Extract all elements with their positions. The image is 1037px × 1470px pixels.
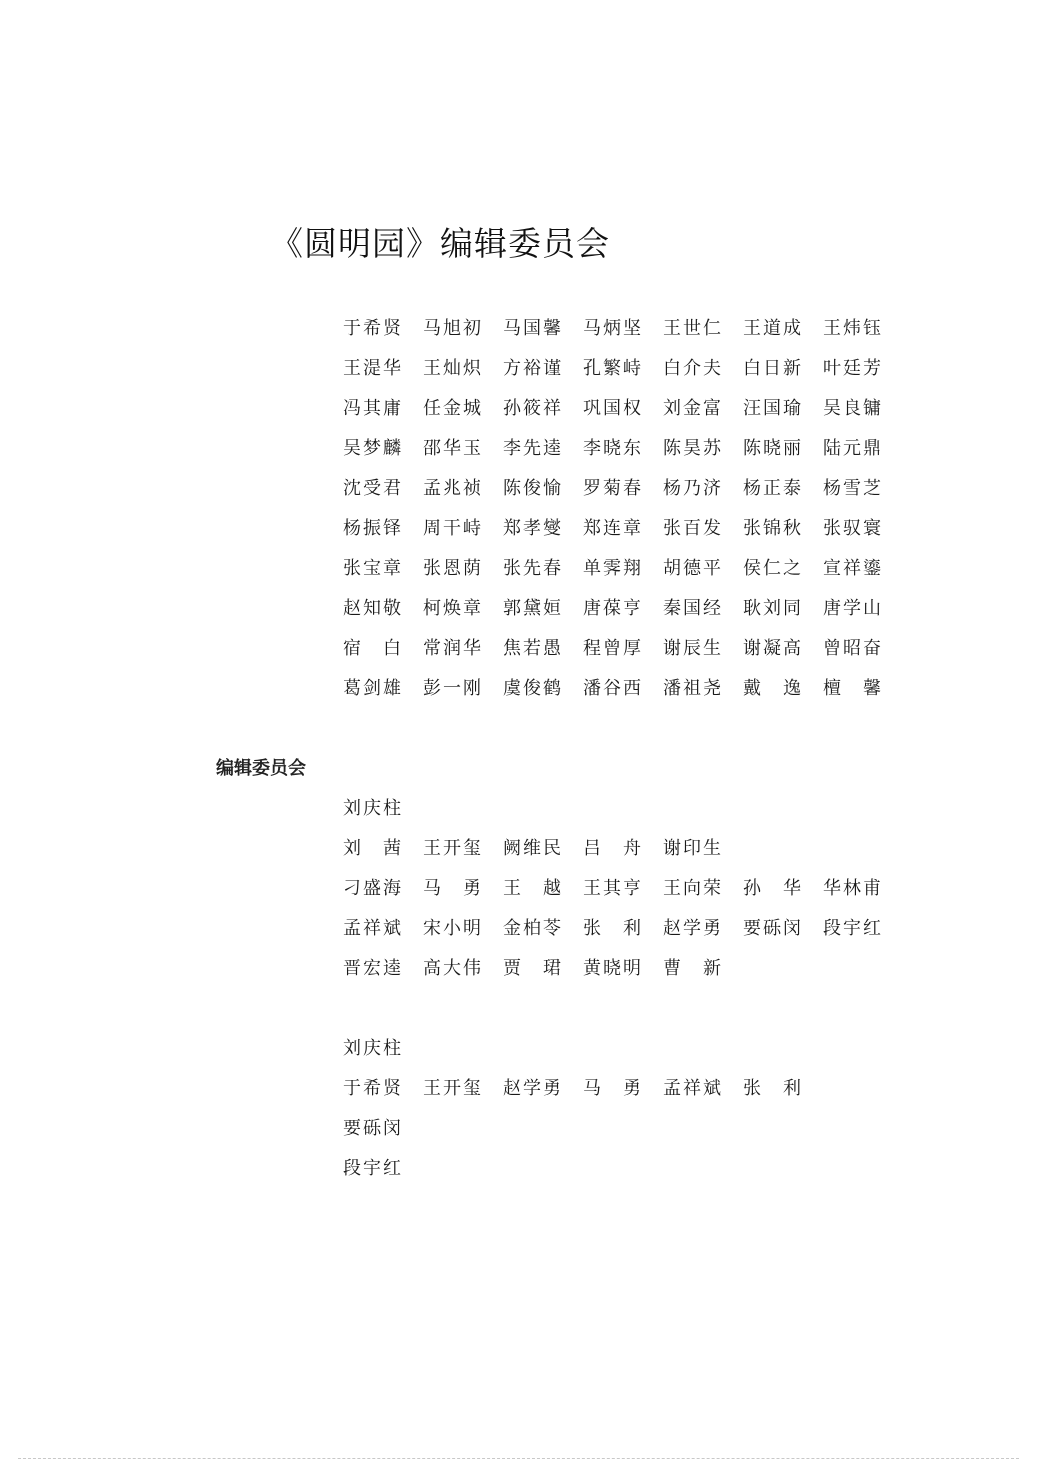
person-name: 王道成	[743, 318, 803, 339]
person-name: 刘金富	[663, 398, 723, 419]
person-name: 任金城	[423, 398, 483, 419]
person-name: 曾昭奋	[823, 638, 883, 659]
person-name: 刘庆柱	[343, 798, 403, 819]
person-name: 于希贤	[343, 318, 403, 339]
person-name: 马 勇	[423, 878, 481, 899]
person-name: 汪国瑜	[743, 398, 803, 419]
person-name: 唐学山	[823, 598, 883, 619]
page-title: 《圆明园》编辑委员会	[270, 224, 610, 263]
person-name: 王向荣	[663, 878, 723, 899]
person-name: 要砾闵	[743, 918, 803, 939]
person-name: 郭黛姮	[503, 598, 563, 619]
person-name: 李晓东	[583, 438, 643, 459]
person-name: 谢辰生	[663, 638, 723, 659]
person-name: 谢凝高	[743, 638, 803, 659]
person-name: 刘庆柱	[343, 1038, 403, 1059]
person-name: 孟祥斌	[663, 1078, 723, 1099]
person-name: 杨乃济	[663, 478, 723, 499]
person-name: 阙维民	[503, 838, 563, 859]
person-name: 程曾厚	[583, 638, 643, 659]
person-name: 张驭寰	[823, 518, 883, 539]
person-name: 张宝章	[343, 558, 403, 579]
person-name: 白介夫	[663, 358, 723, 379]
person-name: 冯其庸	[343, 398, 403, 419]
person-name: 刘 茜	[343, 838, 401, 859]
person-name: 白日新	[743, 358, 803, 379]
person-name: 宋小明	[423, 918, 483, 939]
person-name: 马 勇	[583, 1078, 641, 1099]
person-name: 杨振铎	[343, 518, 403, 539]
person-name: 黄晓明	[583, 958, 643, 979]
person-name: 马国馨	[503, 318, 563, 339]
person-name: 周干峙	[423, 518, 483, 539]
person-name: 吴良镛	[823, 398, 883, 419]
person-name: 单霁翔	[583, 558, 643, 579]
person-name: 侯仁之	[743, 558, 803, 579]
person-name: 檀 馨	[823, 678, 881, 699]
person-name: 张锦秋	[743, 518, 803, 539]
person-name: 胡德平	[663, 558, 723, 579]
person-name: 吕 舟	[583, 838, 641, 859]
person-name: 刁盛海	[343, 878, 403, 899]
person-name: 方裕谨	[503, 358, 563, 379]
scan-edge-line	[18, 1458, 1019, 1460]
person-name: 赵学勇	[503, 1078, 563, 1099]
person-name: 陈晓丽	[743, 438, 803, 459]
person-name: 赵学勇	[663, 918, 723, 939]
person-name: 李先逵	[503, 438, 563, 459]
person-name: 王湜华	[343, 358, 403, 379]
person-name: 孟兆祯	[423, 478, 483, 499]
person-name: 陈俊愉	[503, 478, 563, 499]
person-name: 秦国经	[663, 598, 723, 619]
person-name: 王开玺	[423, 838, 483, 859]
person-name: 叶廷芳	[823, 358, 883, 379]
person-name: 王灿炽	[423, 358, 483, 379]
person-name: 王开玺	[423, 1078, 483, 1099]
person-name: 潘谷西	[583, 678, 643, 699]
person-name: 郑连章	[583, 518, 643, 539]
person-name: 张先春	[503, 558, 563, 579]
person-name: 金柏苓	[503, 918, 563, 939]
person-name: 郑孝燮	[503, 518, 563, 539]
person-name: 孙筱祥	[503, 398, 563, 419]
person-name: 耿刘同	[743, 598, 803, 619]
person-name: 谢印生	[663, 838, 723, 859]
person-name: 王 越	[503, 878, 561, 899]
person-name: 张百发	[663, 518, 723, 539]
person-name: 要砾闵	[343, 1118, 403, 1139]
person-name: 柯焕章	[423, 598, 483, 619]
person-name: 王世仁	[663, 318, 723, 339]
committee-heading: 编辑委员会	[216, 758, 306, 779]
person-name: 张 利	[743, 1078, 801, 1099]
person-name: 高大伟	[423, 958, 483, 979]
person-name: 段宇红	[343, 1158, 403, 1179]
person-name: 孔繁峙	[583, 358, 643, 379]
person-name: 赵知敬	[343, 598, 403, 619]
person-name: 曹 新	[663, 958, 721, 979]
person-name: 华林甫	[823, 878, 883, 899]
person-name: 宣祥鎏	[823, 558, 883, 579]
person-name: 沈受君	[343, 478, 403, 499]
person-name: 孟祥斌	[343, 918, 403, 939]
person-name: 彭一刚	[423, 678, 483, 699]
person-name: 王炜钰	[823, 318, 883, 339]
person-name: 潘祖尧	[663, 678, 723, 699]
person-name: 贾 珺	[503, 958, 561, 979]
person-name: 焦若愚	[503, 638, 563, 659]
person-name: 常润华	[423, 638, 483, 659]
person-name: 葛剑雄	[343, 678, 403, 699]
person-name: 巩国权	[583, 398, 643, 419]
person-name: 马旭初	[423, 318, 483, 339]
person-name: 晋宏逵	[343, 958, 403, 979]
person-name: 虞俊鹤	[503, 678, 563, 699]
person-name: 杨正泰	[743, 478, 803, 499]
person-name: 王其亨	[583, 878, 643, 899]
person-name: 戴 逸	[743, 678, 801, 699]
person-name: 吴梦麟	[343, 438, 403, 459]
person-name: 邵华玉	[423, 438, 483, 459]
person-name: 张恩荫	[423, 558, 483, 579]
person-name: 于希贤	[343, 1078, 403, 1099]
person-name: 陆元鼎	[823, 438, 883, 459]
person-name: 唐葆亨	[583, 598, 643, 619]
person-name: 罗菊春	[583, 478, 643, 499]
person-name: 马炳坚	[583, 318, 643, 339]
person-name: 张 利	[583, 918, 641, 939]
person-name: 陈昊苏	[663, 438, 723, 459]
person-name: 孙 华	[743, 878, 801, 899]
person-name: 段宇红	[823, 918, 883, 939]
person-name: 宿 白	[343, 638, 401, 659]
person-name: 杨雪芝	[823, 478, 883, 499]
